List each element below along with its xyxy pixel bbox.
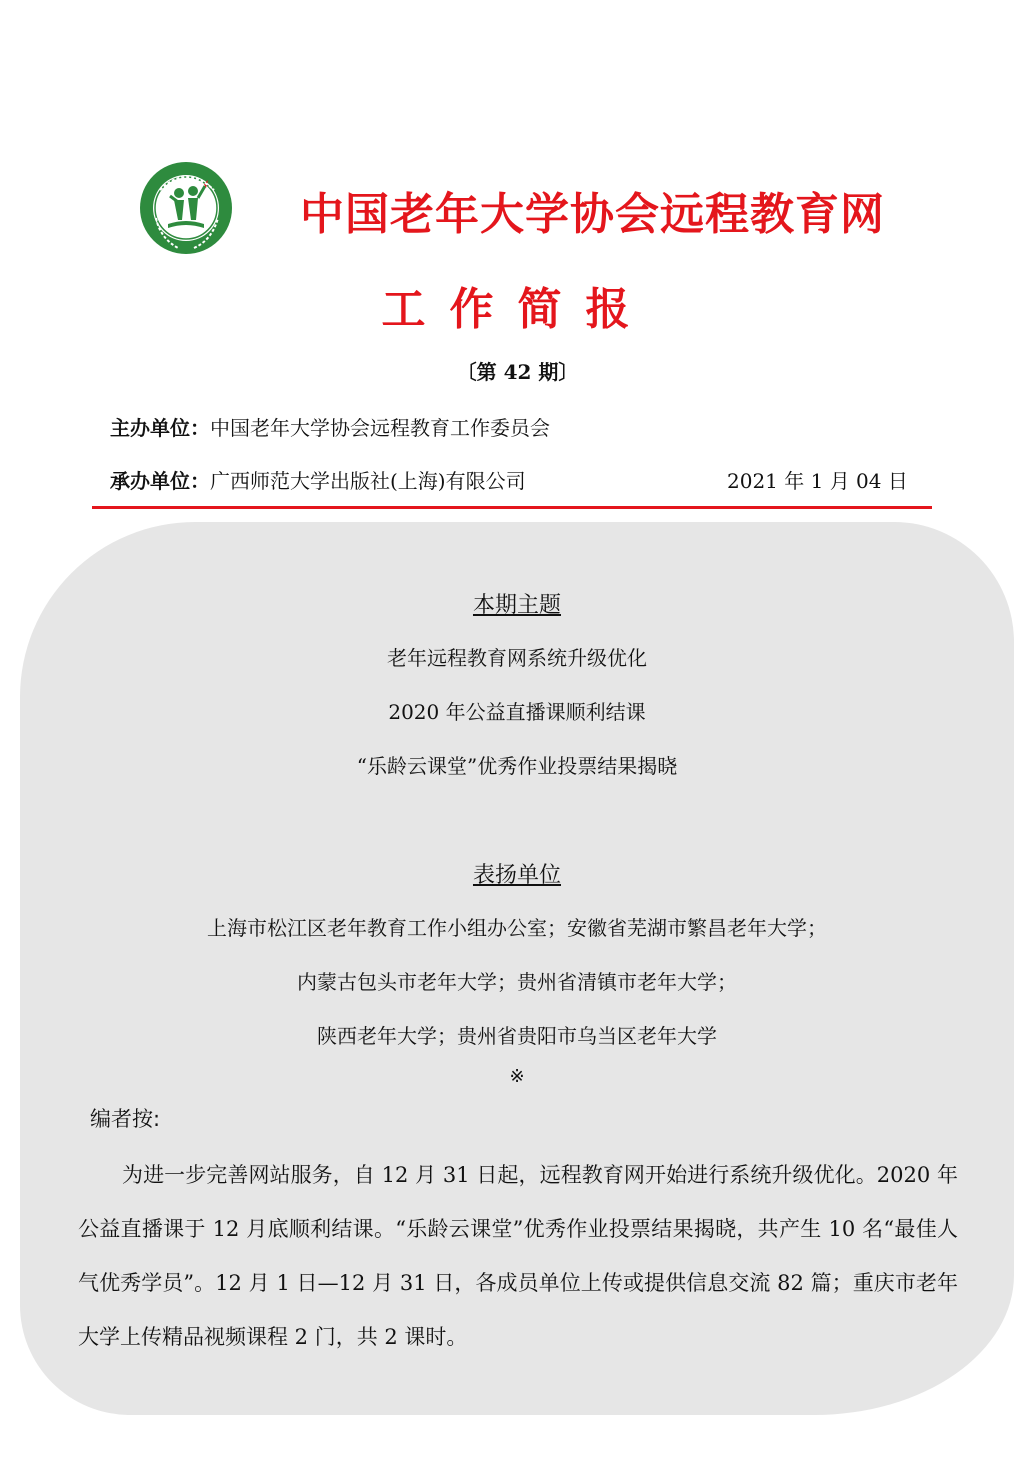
host-unit-row — [110, 412, 550, 441]
topic-item: “乐龄云课堂”优秀作业投票结果揭晓 — [356, 754, 678, 778]
association-logo — [138, 160, 234, 256]
organizer-unit-label: 承办单位： — [110, 469, 210, 493]
publish-date: 2021 年 1 月 04 日 — [727, 469, 908, 493]
topics-heading: 本期主题 — [472, 593, 561, 618]
organizer-unit-value: 广西师范大学出版社(上海)有限公司 — [210, 469, 526, 493]
report-title: 工作简报 — [381, 284, 654, 335]
host-unit-value: 中国老年大学协会远程教育工作委员会 — [210, 416, 550, 440]
header-divider — [92, 506, 932, 509]
commend-heading: 表扬单位 — [472, 863, 561, 888]
editor-note-label: 编者按: — [90, 1107, 161, 1131]
editor-note-paragraph: 为进一步完善网站服务，自 12 月 31 日起，远程教育网开始进行系统升级优化。2020 年公益直播课于 12 月底顺利结课。“乐龄云课堂”优秀作业投票结果揭晓，共产生 10 名“最佳人气优秀学员”。12 月 1 日—12 月 31 日，各成员单位上传或提供信息交流 82 篇；重庆市老年大学上传精品视频课程 2 门，共 2 课时。 — [78, 1163, 958, 1349]
commend-line: 上海市松江区老年教育工作小组办公室；安徽省芜湖市繁昌老年大学； — [207, 916, 827, 940]
issue-number: 〔第 42 期〕 — [456, 360, 579, 384]
commend-line: 内蒙古包头市老年大学；贵州省清镇市老年大学； — [297, 970, 737, 994]
topic-item: 老年远程教育网系统升级优化 — [387, 646, 647, 670]
reference-mark: ※ — [509, 1066, 525, 1087]
host-unit-label: 主办单位： — [110, 416, 210, 440]
organization-title: 中国老年大学协会远程教育网 — [300, 189, 885, 240]
topic-item: 2020 年公益直播课顺利结课 — [388, 700, 646, 724]
organizer-unit-row — [110, 465, 526, 494]
commend-line: 陕西老年大学；贵州省贵阳市乌当区老年大学 — [317, 1024, 717, 1048]
